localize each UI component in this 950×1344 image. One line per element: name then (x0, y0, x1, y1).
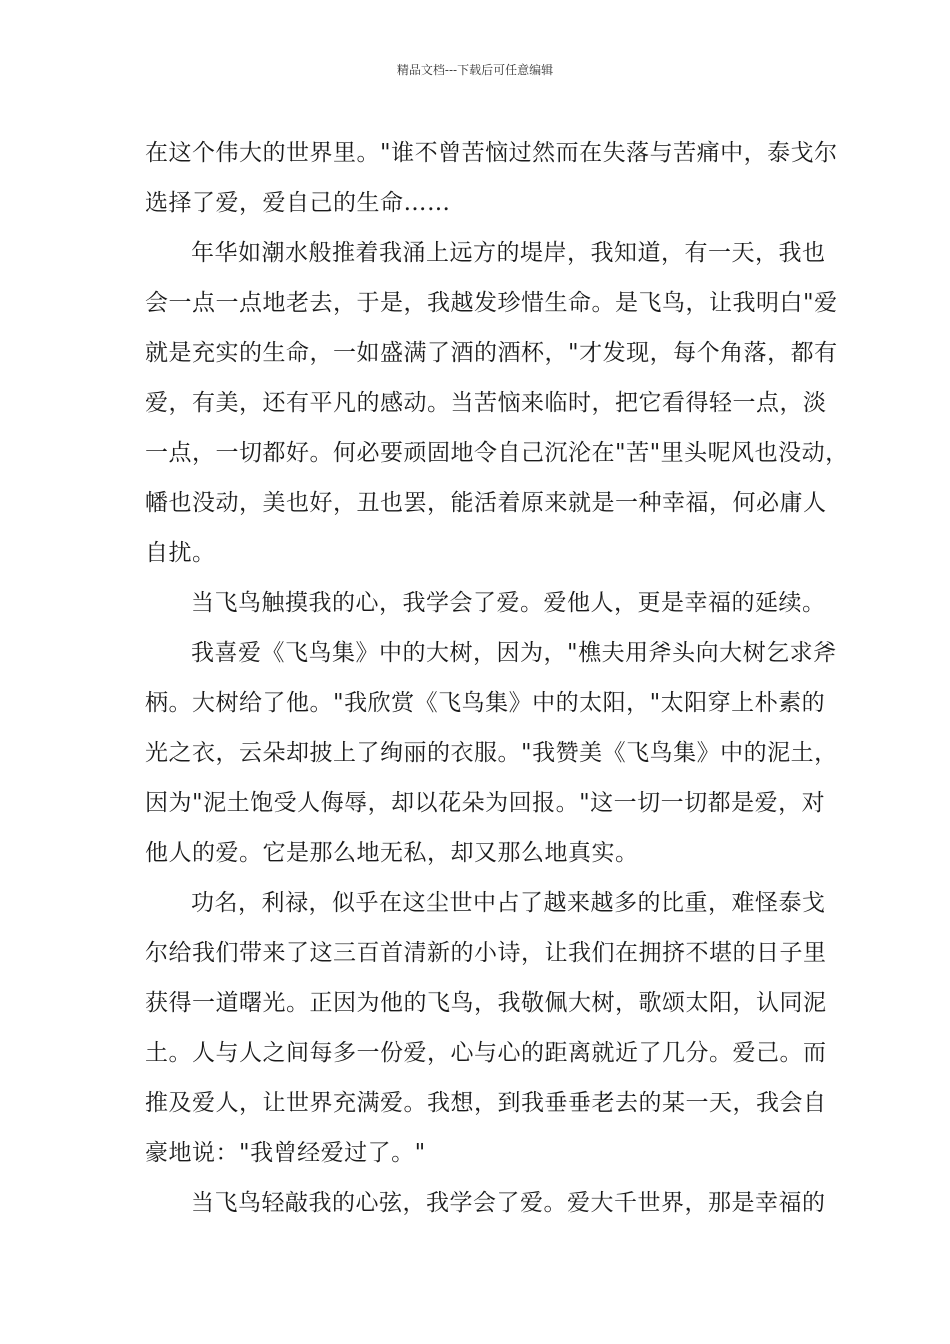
text-line: 爱，有美，还有平凡的感动。当苦恼来临时，把它看得轻一点，淡 (145, 390, 827, 416)
text-line: 一点，一切都好。何必要顽固地令自己沉沦在"苦"里头呢风也没动， (145, 440, 849, 466)
text-line: 当飞鸟轻敲我的心弦，我学会了爱。爱大千世界，那是幸福的 (191, 1190, 826, 1216)
text-line: 选择了爱，爱自己的生命…… (145, 190, 451, 216)
text-line: 土。人与人之间每多一份爱，心与心的距离就近了几分。爱己。而 (145, 1040, 827, 1066)
text-line: 年华如潮水般推着我涌上远方的堤岸，我知道，有一天，我也 (191, 240, 826, 266)
text-line: 光之衣，云朵却披上了绚丽的衣服。"我赞美《飞鸟集》中的泥土， (145, 740, 838, 766)
text-line: 会一点一点地老去，于是，我越发珍惜生命。是飞鸟，让我明白"爱 (145, 290, 838, 316)
document-body (145, 128, 849, 1228)
text-line: 豪地说："我曾经爱过了。" (145, 1140, 426, 1166)
text-line: 当飞鸟触摸我的心，我学会了爱。爱他人，更是幸福的延续。 (191, 590, 826, 616)
text-line: 在这个伟大的世界里。"谁不曾苦恼过然而在失落与苦痛中，泰戈尔 (145, 140, 838, 166)
text-line: 尔给我们带来了这三百首清新的小诗，让我们在拥挤不堪的日子里 (145, 940, 827, 966)
text-line: 自扰。 (145, 540, 216, 566)
text-line: 推及爱人，让世界充满爱。我想，到我垂垂老去的某一天，我会自 (145, 1090, 827, 1116)
text-line: 获得一道曙光。正因为他的飞鸟，我敬佩大树，歌颂太阳，认同泥 (145, 990, 827, 1016)
text-line: 幡也没动，美也好，丑也罢，能活着原来就是一种幸福，何必庸人 (145, 490, 827, 516)
text-line: 我喜爱《飞鸟集》中的大树，因为，"樵夫用斧头向大树乞求斧 (191, 640, 837, 666)
text-line: 因为"泥土饱受人侮辱，却以花朵为回报。"这一切一切都是爱，对 (145, 790, 826, 816)
text-line: 功名，利禄，似乎在这尘世中占了越来越多的比重，难怪泰戈 (191, 890, 826, 916)
text-line: 他人的爱。它是那么地无私，却又那么地真实。 (145, 840, 639, 866)
text-line: 柄。大树给了他。"我欣赏《飞鸟集》中的太阳，"太阳穿上朴素的 (145, 690, 826, 716)
page-header: 精品文档---下载后可任意编辑 (396, 63, 554, 77)
text-line: 就是充实的生命，一如盛满了酒的酒杯，"才发现，每个角落，都有 (145, 340, 838, 366)
